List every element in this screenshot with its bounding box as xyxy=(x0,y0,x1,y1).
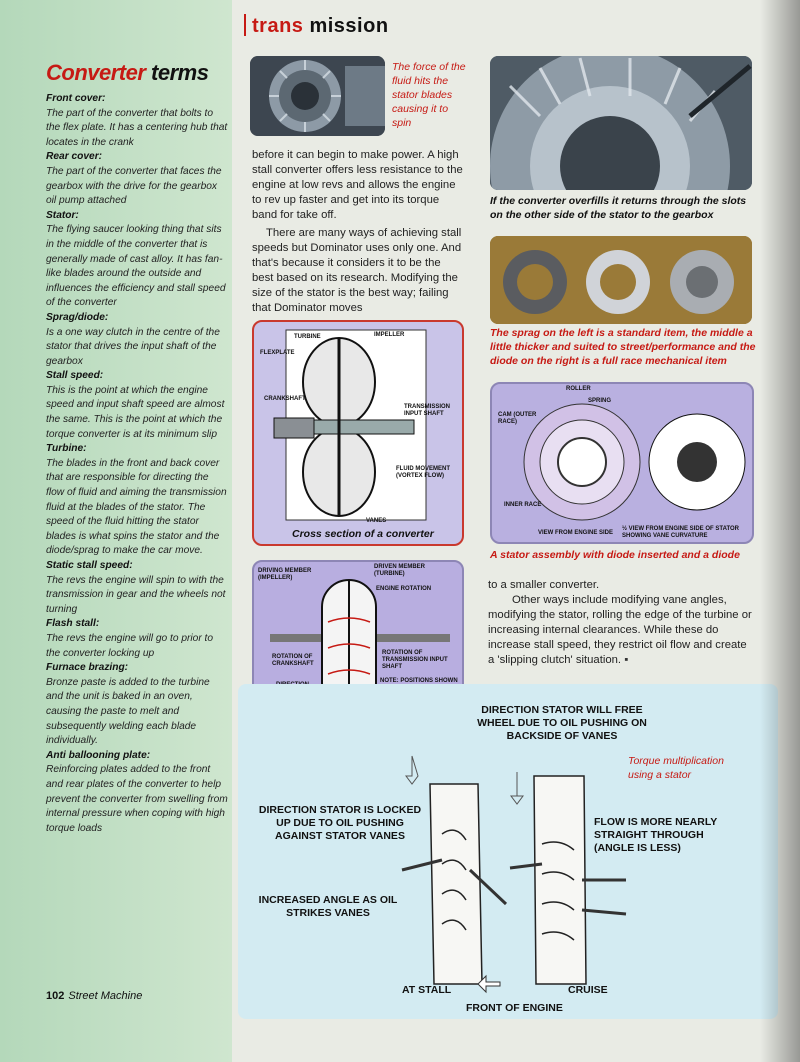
header-bar xyxy=(244,14,246,36)
label-at-stall: AT STALL xyxy=(402,984,452,996)
term-entry xyxy=(46,661,228,749)
terms-list xyxy=(46,92,228,836)
term-entry xyxy=(46,92,228,150)
caption-stator-assembly: A stator assembly with diode inserted and a diode xyxy=(490,549,740,561)
label-driven: DRIVEN MEMBER (TURBINE) xyxy=(374,564,426,577)
term-definition: The part of the converter that bolts to the flex plate. It has a centering hub that locates in the crank xyxy=(46,107,228,148)
caption-stator-force: The force of the fluid hits the stator blades causing it to spin xyxy=(392,61,466,129)
overfill-photo xyxy=(490,56,752,190)
label-engine-rotation: ENGINE ROTATION xyxy=(376,586,432,592)
term-entry xyxy=(46,559,228,617)
sidebar-title xyxy=(46,60,228,86)
page-footer xyxy=(46,990,142,1002)
sidebar xyxy=(0,0,232,1062)
label-view-stator: ½ VIEW FROM ENGINE SIDE OF STATOR SHOWING VANE CURVATURE xyxy=(622,526,740,539)
term-name: Stator: xyxy=(46,209,79,221)
term-definition: This is the point at which the engine speed and input shaft speed are almost the same. This is the point at which the torque converter is at its minimum slip xyxy=(46,384,225,440)
page-edge-shadow xyxy=(760,0,800,1062)
term-entry xyxy=(46,311,228,369)
sprag-photo xyxy=(490,236,752,324)
magazine-name: Street Machine xyxy=(68,990,143,1002)
label-front-of-engine: FRONT OF ENGINE xyxy=(466,1002,563,1014)
label-fluid-movement: FLUID MOVEMENT (VORTEX FLOW) xyxy=(396,466,450,479)
page-number: 102 xyxy=(46,990,65,1002)
label-impeller: IMPELLER xyxy=(374,332,405,338)
term-name: Sprag/diode: xyxy=(46,311,109,323)
label-rot-crank: ROTATION OF CRANKSHAFT xyxy=(272,654,314,667)
label-spring: SPRING xyxy=(588,398,612,404)
term-definition: Bronze paste is added to the turbine and the unit is baked in an oven, causing the paste to melt and subsequently welding each blade individually. xyxy=(46,676,210,747)
header-trans: trans xyxy=(252,15,304,37)
label-driving: DRIVING MEMBER (IMPELLER) xyxy=(258,568,312,581)
term-entry xyxy=(46,617,228,661)
sidebar-title-black: terms xyxy=(151,60,209,85)
term-definition: Is a one way clutch in the centre of the stator that drives the input shaft of the gearbox xyxy=(46,326,220,367)
term-definition: The revs the engine will go to prior to the converter locking up xyxy=(46,632,214,659)
caption-overfill-text: If the converter overfills it returns through the slots on the other side of the stator to the gearbox xyxy=(490,195,747,221)
term-name: Furnace brazing: xyxy=(46,662,129,674)
term-entry xyxy=(46,369,228,442)
term-definition: Reinforcing plates added to the front and rear plates of the converter to help prevent the converter from swelling from internal pressure when coping with high torque loads xyxy=(46,764,228,834)
sidebar-title-red: Converter xyxy=(46,60,146,85)
stator-photo xyxy=(250,56,385,136)
section-header xyxy=(244,14,389,38)
term-definition: The part of the converter that faces the gearbox with the drive for the gearbox oil pump attached xyxy=(46,165,222,207)
caption-cross-section: Cross section of a converter xyxy=(292,528,434,540)
body-paragraph-2: There are many ways of achieving stall speeds but Dominator uses only one. And that's because it considers it to be the best based on its research. Modifying the size of the stator is the best way; failing that Dominator moves xyxy=(252,227,462,314)
term-name: Turbine: xyxy=(46,443,87,455)
label-note: NOTE: POSITIONS SHOWN xyxy=(380,678,458,684)
body-paragraph-3: to a smaller converter. xyxy=(488,579,600,591)
body-paragraph-4-text: Other ways include modifying vane angles, modifying the stator, rolling the edge of the turbine or increasing internal clearances. While these do increase stall speed, they restrict oil flow and create a 'slipping clutch' situation. xyxy=(488,594,752,666)
label-vanes: VANES xyxy=(366,518,387,524)
label-inner-race: INNER RACE xyxy=(504,502,542,508)
end-mark-icon: ▪ xyxy=(624,653,629,666)
caption-overfill xyxy=(490,194,758,222)
term-entry xyxy=(46,150,228,208)
sidebar-content xyxy=(46,60,228,836)
caption-sprag: The sprag on the left is a standard item, the middle a little thicker and suited to street/performance and the diode on the right is a full race mechanical item xyxy=(490,327,756,367)
label-roller: ROLLER xyxy=(566,386,591,392)
label-increased-angle: INCREASED ANGLE AS OIL STRIKES VANES xyxy=(258,894,398,919)
body-paragraph-1: before it can begin to make power. A high stall converter offers less resistance to the engine at low revs and allows the engine to rev up faster and get into its torque band for take off. xyxy=(252,149,463,221)
term-entry xyxy=(46,749,228,837)
term-definition: The flying saucer looking thing that sits in the middle of the converter that is generally made of cast alloy. It has fan-like blades around the outside and influences the efficiency and stall speed of the converter xyxy=(46,224,226,309)
label-straight-flow: FLOW IS MORE NEARLY STRAIGHT THROUGH (ANGLE IS LESS) xyxy=(594,816,718,854)
term-name: Static stall speed: xyxy=(46,560,133,571)
term-name: Flash stall: xyxy=(46,618,100,630)
label-locked: DIRECTION STATOR IS LOCKED UP DUE TO OIL PUSHING AGAINST STATOR VANES xyxy=(258,804,422,842)
label-rot-trans: ROTATION OF TRANSMISSION INPUT SHAFT xyxy=(382,650,448,670)
label-input-shaft: TRANSMISSION INPUT SHAFT xyxy=(404,404,451,417)
term-entry xyxy=(46,442,228,559)
label-flexplate: FLEXPLATE xyxy=(260,350,295,356)
term-name: Anti ballooning plate: xyxy=(46,749,151,761)
label-free-wheel: DIRECTION STATOR WILL FREE WHEEL DUE TO OIL PUSHING ON BACKSIDE OF VANES xyxy=(477,704,647,742)
cross-section-diagram xyxy=(252,320,464,546)
torque-multiplication-diagram xyxy=(238,684,778,1019)
caption-torque-multiplication: Torque multiplication using a stator xyxy=(628,755,724,781)
label-cam: CAM (OUTER RACE) xyxy=(498,412,537,425)
label-turbine: TURBINE xyxy=(294,334,321,340)
term-entry xyxy=(46,209,228,311)
body-paragraph-4 xyxy=(488,593,756,668)
term-name: Front cover: xyxy=(46,93,106,104)
term-definition: The blades in the front and back cover that are responsible for directing the flow of fluid and aiming the transmission fluid at the blades of the stator. The speed of the fluid hitting the stator blades is what spins the stator and the diode/sprag to make the car move. xyxy=(46,457,227,557)
term-name: Rear cover: xyxy=(46,151,103,163)
term-definition: The revs the engine will spin to with the transmission in gear and the wheels not turning xyxy=(46,574,226,615)
label-cruise: CRUISE xyxy=(568,984,608,996)
header-mission: mission xyxy=(309,15,389,37)
term-name: Stall speed: xyxy=(46,370,104,382)
label-crankshaft: CRANKSHAFT xyxy=(264,396,306,402)
stator-assembly-diagram xyxy=(490,382,754,544)
label-view-engine: VIEW FROM ENGINE SIDE xyxy=(538,530,614,536)
